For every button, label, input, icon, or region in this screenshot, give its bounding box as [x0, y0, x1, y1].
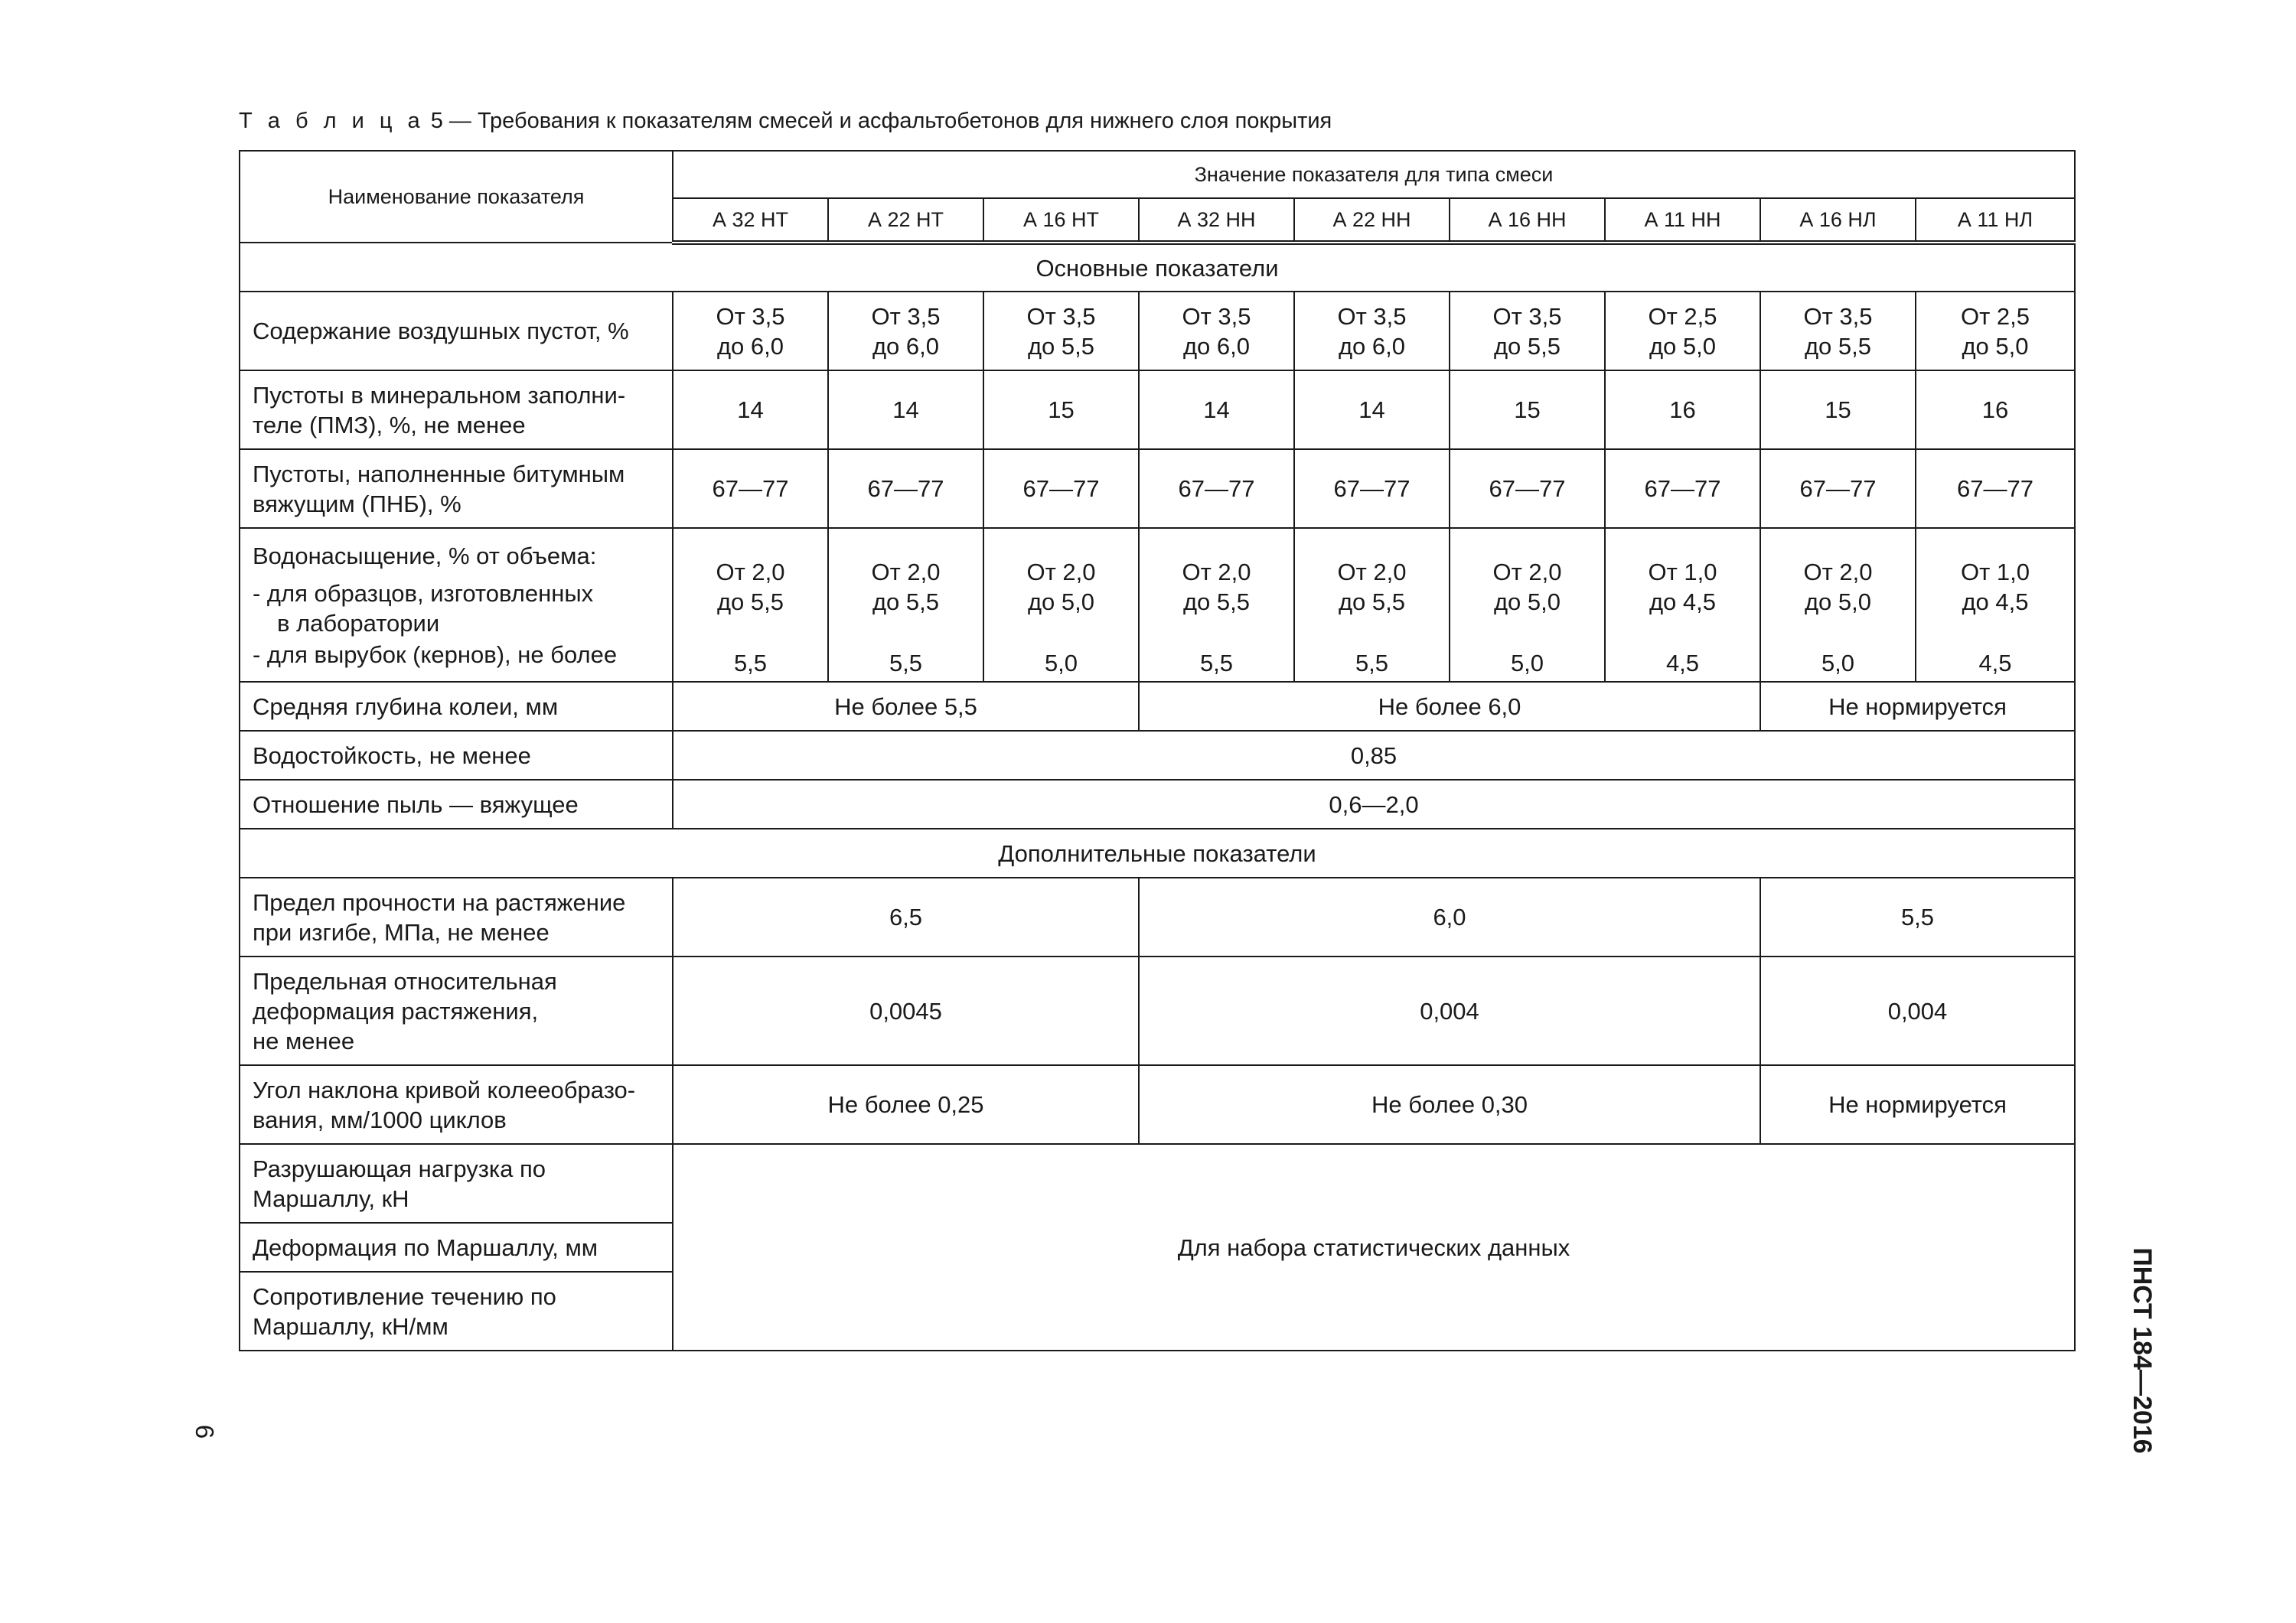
- cell: 4,5: [1605, 644, 1760, 682]
- header-type: А 16 НН: [1450, 198, 1605, 243]
- cell: 6,5: [673, 878, 1139, 957]
- header-type: А 16 НТ: [983, 198, 1139, 243]
- cell: 16: [1916, 370, 2075, 449]
- cell: 0,004: [1139, 957, 1760, 1065]
- row-name: Отношение пыль — вяжущее: [240, 780, 673, 829]
- cell: От 3,5 до 6,0: [1294, 292, 1450, 370]
- cell: 5,0: [1760, 644, 1916, 682]
- cell: Для набора статистических данных: [673, 1144, 2075, 1351]
- cell: Не более 6,0: [1139, 682, 1760, 731]
- row-name: Сопротивление течению по Маршаллу, кН/мм: [240, 1272, 673, 1351]
- cell: 67—77: [1294, 449, 1450, 528]
- table-row: [240, 292, 2075, 370]
- cell: 67—77: [1450, 449, 1605, 528]
- table-row: [240, 528, 2075, 644]
- section-main: Основные показатели: [240, 243, 2075, 292]
- cell: 67—77: [1139, 449, 1294, 528]
- cell: От 2,0 до 5,0: [1760, 528, 1916, 644]
- cell: 5,5: [673, 644, 828, 682]
- caption-label: Т а б л и ц а: [239, 109, 425, 133]
- cell: 14: [1139, 370, 1294, 449]
- cell: От 3,5 до 6,0: [828, 292, 983, 370]
- cell: От 3,5 до 6,0: [1139, 292, 1294, 370]
- table-row: [240, 878, 2075, 957]
- cell: 67—77: [983, 449, 1139, 528]
- cell: Не более 5,5: [673, 682, 1139, 731]
- cell: 0,004: [1760, 957, 2075, 1065]
- table-row: [240, 731, 2075, 780]
- row-name: Угол наклона кривой колееобразо- вания, мм/1000 циклов: [240, 1065, 673, 1144]
- cell: 14: [1294, 370, 1450, 449]
- header-type: А 16 НЛ: [1760, 198, 1916, 243]
- table-row: [240, 449, 2075, 528]
- document-code: ПНСТ 184—2016: [2128, 1247, 2157, 1454]
- cell: От 2,5 до 5,0: [1605, 292, 1760, 370]
- cell: Не нормируется: [1760, 682, 2075, 731]
- row-name: Пустоты в минеральном заполни- теле (ПМЗ), %, не менее: [240, 370, 673, 449]
- cell: 0,6—2,0: [673, 780, 2075, 829]
- cell: От 2,0 до 5,5: [828, 528, 983, 644]
- cell: От 1,0 до 4,5: [1605, 528, 1760, 644]
- cell: От 2,0 до 5,5: [1294, 528, 1450, 644]
- cell: 4,5: [1916, 644, 2075, 682]
- header-type: А 32 НТ: [673, 198, 828, 243]
- cell: 15: [1450, 370, 1605, 449]
- header-type: А 11 НЛ: [1916, 198, 2075, 243]
- requirements-table: [239, 150, 2076, 1351]
- section-extra: Дополнительные показатели: [240, 829, 2075, 878]
- cell: Не более 0,25: [673, 1065, 1139, 1144]
- row-name: Водостойкость, не менее: [240, 731, 673, 780]
- row-name: Предельная относительная деформация растяжения, не менее: [240, 957, 673, 1065]
- cell: 14: [828, 370, 983, 449]
- cell: От 2,0 до 5,0: [1450, 528, 1605, 644]
- header-type: А 11 НН: [1605, 198, 1760, 243]
- cell: 67—77: [1916, 449, 2075, 528]
- row-name: Разрушающая нагрузка по Маршаллу, кН: [240, 1144, 673, 1223]
- header-type: А 22 НТ: [828, 198, 983, 243]
- cell: От 3,5 до 6,0: [673, 292, 828, 370]
- cell: 0,85: [673, 731, 2075, 780]
- page-number: 6: [191, 1424, 220, 1439]
- table-row: [240, 957, 2075, 1065]
- caption-text: 5 — Требования к показателям смесей и асфальтобетонов для нижнего слоя покрытия: [430, 109, 1332, 133]
- header-type: А 22 НН: [1294, 198, 1450, 243]
- cell: От 3,5 до 5,5: [1760, 292, 1916, 370]
- cell: 15: [1760, 370, 1916, 449]
- cell: 67—77: [673, 449, 828, 528]
- table-row: [240, 1144, 2075, 1223]
- table-row: [240, 1065, 2075, 1144]
- table-row: [240, 682, 2075, 731]
- cell: Не нормируется: [1760, 1065, 2075, 1144]
- cell: От 2,0 до 5,5: [1139, 528, 1294, 644]
- cell: 6,0: [1139, 878, 1760, 957]
- cell: 15: [983, 370, 1139, 449]
- cell: От 3,5 до 5,5: [1450, 292, 1605, 370]
- row-name: Водонасыщение, % от объема: - для образцов, изготовленных в лаборатории - для вырубок (кернов), не более: [240, 528, 673, 682]
- row-name: Деформация по Маршаллу, мм: [240, 1223, 673, 1272]
- cell: 5,5: [828, 644, 983, 682]
- cell: От 2,0 до 5,0: [983, 528, 1139, 644]
- table-row: [240, 780, 2075, 829]
- table-caption: [239, 109, 1332, 134]
- header-group: Значение показателя для типа смеси: [673, 151, 2075, 198]
- cell: 14: [673, 370, 828, 449]
- cell: 5,5: [1139, 644, 1294, 682]
- cell: 5,0: [983, 644, 1139, 682]
- cell: 16: [1605, 370, 1760, 449]
- cell: 67—77: [1760, 449, 1916, 528]
- row-name: Содержание воздушных пустот, %: [240, 292, 673, 370]
- row-name: Пустоты, наполненные битумным вяжущим (ПНБ), %: [240, 449, 673, 528]
- row-name: Средняя глубина колеи, мм: [240, 682, 673, 731]
- cell: От 2,0 до 5,5: [673, 528, 828, 644]
- cell: 5,5: [1294, 644, 1450, 682]
- header-name-col: Наименование показателя: [240, 151, 673, 243]
- cell: От 1,0 до 4,5: [1916, 528, 2075, 644]
- table-row: [240, 370, 2075, 449]
- row-name: Предел прочности на растяжение при изгибе, МПа, не менее: [240, 878, 673, 957]
- cell: 67—77: [1605, 449, 1760, 528]
- cell: 67—77: [828, 449, 983, 528]
- cell: 0,0045: [673, 957, 1139, 1065]
- header-type: А 32 НН: [1139, 198, 1294, 243]
- cell: 5,5: [1760, 878, 2075, 957]
- cell: Не более 0,30: [1139, 1065, 1760, 1144]
- cell: 5,0: [1450, 644, 1605, 682]
- cell: От 2,5 до 5,0: [1916, 292, 2075, 370]
- cell: От 3,5 до 5,5: [983, 292, 1139, 370]
